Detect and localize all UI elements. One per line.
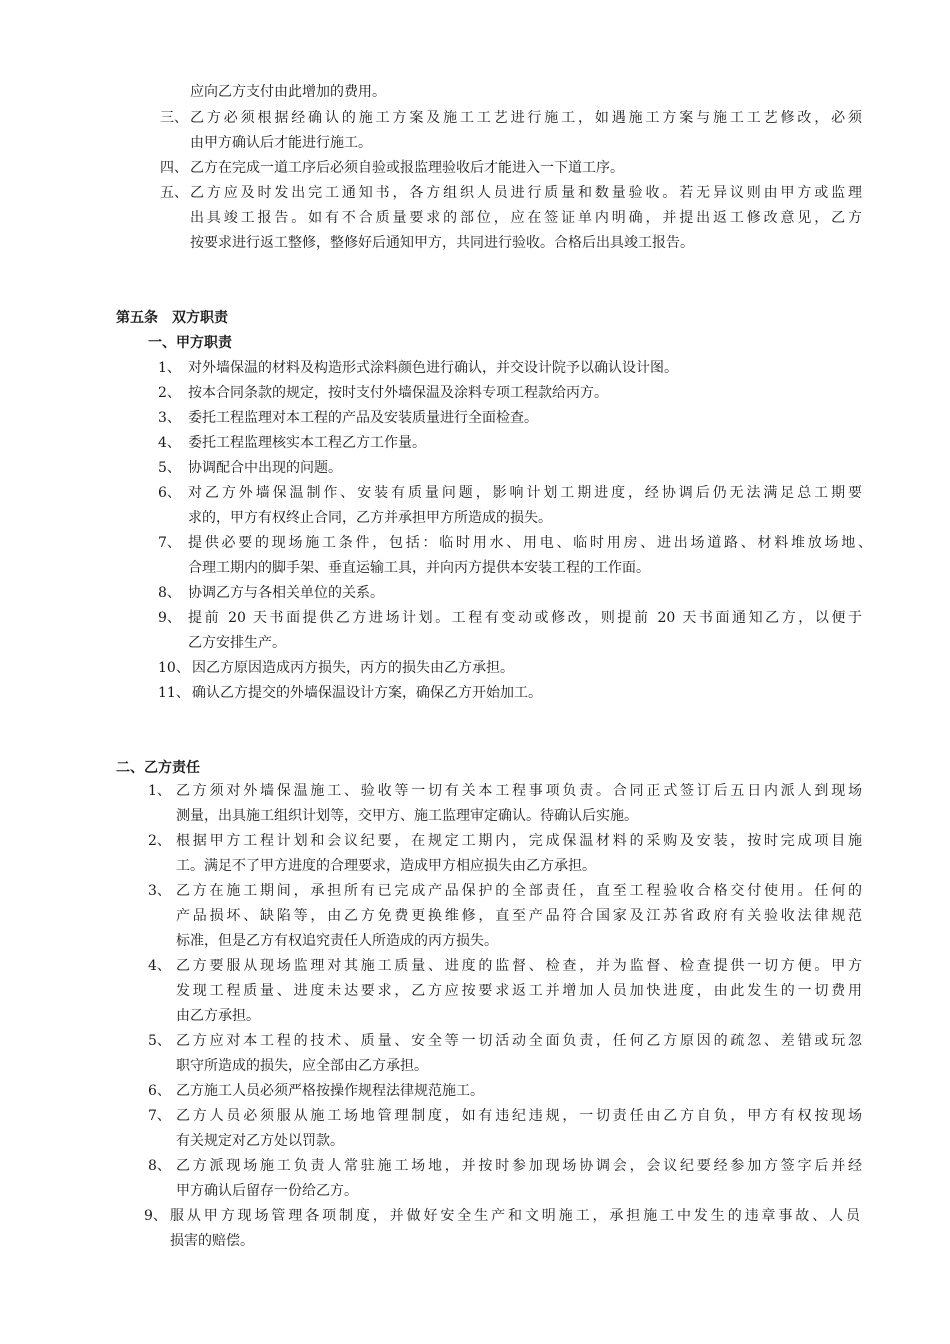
item-text: 职守所造成的损失，应全部由乙方承担。 [176, 1058, 428, 1074]
item-number: 4、 [148, 958, 171, 974]
item-number: 11、 [158, 685, 190, 701]
item-text: 合理工期内的脚手架、垂直运输工具，并向丙方提供本安装工程的工作面。 [188, 560, 650, 576]
item-text: 乙方要服从现场监理对其施工质量、进度的监督、检查，并为监督、检查提供一切方便。甲方 [176, 958, 862, 974]
item-text: 求的，甲方有权终止合同，乙方并承担甲方所造成的损失。 [188, 510, 552, 526]
item-text: 根据甲方工程计划和会议纪要，在规定工期内，完成保温材料的采购及安装，按时完成项目施 [176, 833, 862, 849]
item-text: 乙方应对本工程的技术、质量、安全等一切活动全面负责，任何乙方原因的疏忽、差错或玩忽 [176, 1033, 862, 1049]
item-text: 由甲方确认后才能进行施工。 [190, 135, 372, 151]
item-number: 7、 [158, 535, 181, 551]
item-text: 发现工程质量、进度未达要求，乙方应按要求返工并增加人员加快进度，由此发生的一切费用 [176, 983, 862, 999]
item-number: 5、 [158, 460, 181, 476]
item-number: 2、 [158, 385, 181, 401]
item-text: 协调乙方与各相关单位的关系。 [188, 585, 384, 601]
item-number: 5、 [148, 1033, 171, 1049]
item-number: 6、 [148, 1083, 171, 1099]
article-heading: 第五条 双方职责 [116, 310, 228, 326]
item-text: 协调配合中出现的问题。 [188, 460, 342, 476]
item-text: 标准，但是乙方有权追究责任人所造成的丙方损失。 [176, 933, 498, 949]
item-number: 9、 [144, 1208, 167, 1224]
item-text: 乙方须对外墙保温施工、验收等一切有关本工程事项负责。合同正式签订后五日内派人到现场 [176, 783, 862, 799]
item-text: 有关规定对乙方处以罚款。 [176, 1133, 344, 1149]
item-text: 乙方人员必须服从施工场地管理制度，如有违纪违规，一切责任由乙方自负，甲方有权按现场 [176, 1108, 862, 1124]
item-text: 对乙方外墙保温制作、安装有质量问题，影响计划工期进度，经协调后仍无法满足总工期要 [188, 485, 862, 501]
item-number: 8、 [158, 585, 181, 601]
item-text: 乙方施工人员必须严格按操作规程法律规范施工。 [176, 1083, 484, 1099]
item-text: 出具竣工报告。如有不合质量要求的部位，应在签证单内明确，并提出返工修改意见，乙方 [190, 210, 862, 226]
item-text: 按本合同条款的规定，按时支付外墙保温及涂料专项工程款给丙方。 [188, 385, 608, 401]
item-text: 乙方必须根据经确认的施工方案及施工工艺进行施工，如遇施工方案与施工工艺修改，必须 [190, 110, 862, 126]
item-text: 乙方安排生产。 [188, 635, 286, 651]
item-number: 6、 [158, 485, 181, 501]
item-number: 4、 [158, 435, 181, 451]
item-number: 7、 [148, 1108, 171, 1124]
item-number: 3、 [158, 410, 181, 426]
item-text: 甲方确认后留存一份给乙方。 [176, 1183, 358, 1199]
item-number: 三、 [160, 110, 188, 126]
item-text: 损害的赔偿。 [170, 1233, 254, 1249]
item-number: 9、 [158, 610, 181, 626]
item-text: 确认乙方提交的外墙保温设计方案，确保乙方开始加工。 [192, 685, 542, 701]
item-text: 对外墙保温的材料及构造形式涂料颜色进行确认，并交设计院予以确认设计图。 [188, 360, 678, 376]
continuation-line: 应向乙方支付由此增加的费用。 [190, 84, 386, 100]
item-text: 委托工程监理对本工程的产品及安装质量进行全面检查。 [188, 410, 538, 426]
item-number: 1、 [148, 783, 171, 799]
item-text: 乙方派现场施工负责人常驻施工场地，并按时参加现场协调会，会议纪要经参加方签字后并经 [176, 1158, 862, 1174]
item-number: 10、 [158, 660, 190, 676]
party-a-heading: 一、甲方职责 [148, 335, 232, 351]
item-text: 工。满足不了甲方进度的合理要求，造成甲方相应损失由乙方承担。 [176, 858, 596, 874]
item-number: 2、 [148, 833, 171, 849]
item-text: 按要求进行返工整修，整修好后通知甲方，共同进行验收。合格后出具竣工报告。 [190, 235, 694, 251]
item-text: 因乙方原因造成丙方损失，丙方的损失由乙方承担。 [192, 660, 514, 676]
item-text: 产品损坏、缺陷等，由乙方免费更换维修，直至产品符合国家及江苏省政府有关验收法律规范 [176, 908, 862, 924]
item-number: 8、 [148, 1158, 171, 1174]
item-number: 五、 [160, 185, 188, 201]
item-text: 乙方在完成一道工序后必须自验或报监理验收后才能进入一下道工序。 [190, 160, 624, 176]
item-text: 由乙方承担。 [176, 1008, 260, 1024]
item-text: 提前 20 天书面提供乙方进场计划。工程有变动或修改，则提前 20 天书面通知乙方，以便于 [188, 610, 862, 626]
item-text: 乙方应及时发出完工通知书，各方组织人员进行质量和数量验收。若无异议则由甲方或监理 [190, 185, 862, 201]
party-b-heading: 二、乙方责任 [116, 760, 200, 776]
item-text: 乙方在施工期间，承担所有已完成产品保护的全部责任，直至工程验收合格交付使用。任何的 [176, 883, 862, 899]
item-text: 委托工程监理核实本工程乙方工作量。 [188, 435, 426, 451]
item-number: 3、 [148, 883, 171, 899]
item-text: 测量，出具施工组织计划等，交甲方、施工监理审定确认。待确认后实施。 [176, 808, 638, 824]
item-text: 提供必要的现场施工条件，包括：临时用水、用电、临时用房、进出场道路、材料堆放场地、 [188, 535, 872, 551]
item-number: 1、 [158, 360, 181, 376]
item-text: 服从甲方现场管理各项制度，并做好安全生产和文明施工，承担施工中发生的违章事故、人员 [170, 1208, 860, 1224]
item-number: 四、 [160, 160, 188, 176]
